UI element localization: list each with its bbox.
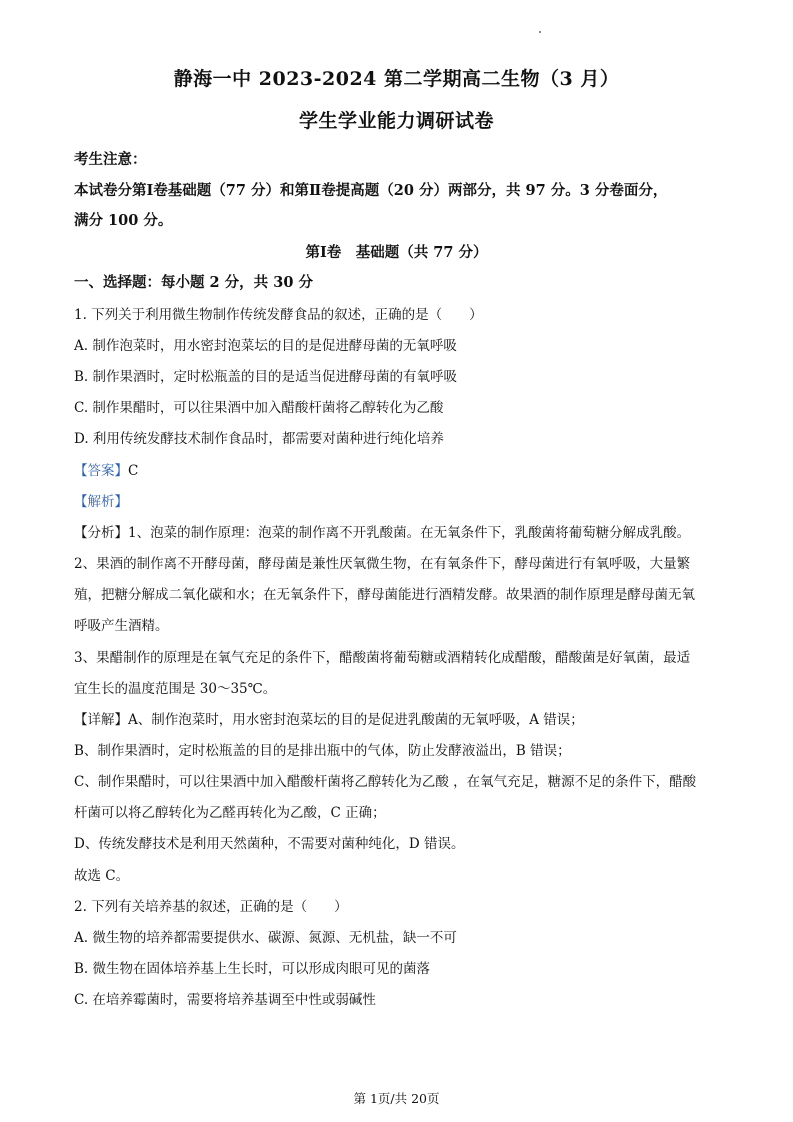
- q1-option-b: B. 制作果酒时，定时松瓶盖的目的是适当促进酵母菌的有氧呼吸: [74, 369, 458, 385]
- part-heading: 一、选择题：每小题 2 分，共 30 分: [74, 274, 313, 291]
- analysis-tag: 【解析】: [74, 494, 128, 510]
- detail-c-line-2: 杆菌可以将乙醇转化为乙醛再转化为乙酸，C 正确；: [74, 805, 386, 821]
- page-footer: 第 1页/共 20页: [353, 1091, 440, 1106]
- detail-c-line-1: C、制作果醋时，可以往果酒中加入醋酸杆菌将乙醇转化为乙酸 ，在氧气充足，糖源不足的条件下，醋酸: [74, 774, 697, 790]
- q1-option-a: A. 制作泡菜时，用水密封泡菜坛的目的是促进酵母菌的无氧呼吸: [74, 338, 457, 354]
- analysis-p2-line-3: 呼吸产生酒精。: [74, 618, 169, 634]
- analysis-p3-line-2: 宜生长的温度范围是 30～35℃。: [74, 681, 277, 697]
- q2-option-b: B. 微生物在固体培养基上生长时，可以形成肉眼可见的菌落: [74, 961, 431, 977]
- q1-answer: [74, 461, 138, 481]
- answer-tag: 【答案】: [74, 463, 128, 479]
- detail-a: [74, 710, 584, 730]
- q1-stem: 1. 下列关于利用微生物制作传统发酵食品的叙述，正确的是（ ）: [74, 307, 483, 323]
- notice-line-2: 满分 100 分。: [74, 212, 173, 229]
- q2-option-a: A. 微生物的培养都需要提供水、碳源、氮源、无机盐，缺一不可: [74, 930, 457, 946]
- detail-label: 【详解】: [74, 712, 128, 728]
- notice-heading: 考生注意：: [74, 151, 147, 168]
- page-subtitle: 学生学业能力调研试卷: [298, 110, 494, 132]
- detail-d: D、传统发酵技术是利用天然菌种，不需要对菌种纯化，D 错误。: [74, 836, 465, 852]
- analysis-p3-line-1: 3、果醋制作的原理是在氧气充足的条件下，醋酸菌将葡萄糖或酒精转化成醋酸，醋酸菌是好氧菌，最适: [74, 650, 691, 666]
- section-title: 第Ⅰ卷 基础题（共 77 分）: [305, 244, 488, 261]
- analysis-label: 【分析】: [74, 525, 128, 541]
- scan-dot: [539, 31, 541, 33]
- answer-value: C: [128, 463, 139, 479]
- analysis-p2-line-2: 殖，把糖分解成二氧化碳和水；在无氧条件下，酵母菌能进行酒精发酵。故果酒的制作原理是酵母菌无氧: [74, 587, 695, 603]
- q1-option-c: C. 制作果醋时，可以往果酒中加入醋酸杆菌将乙醇转化为乙酸: [74, 400, 444, 416]
- q2-stem: 2. 下列有关培养基的叙述，正确的是（ ）: [74, 899, 348, 915]
- detail-a-text: A、制作泡菜时，用水密封泡菜坛的目的是促进乳酸菌的无氧呼吸，A 错误；: [128, 712, 584, 728]
- q1-option-d: D. 利用传统发酵技术制作食品时，都需要对菌种进行纯化培养: [74, 431, 444, 447]
- conclusion: 故选 C。: [74, 868, 130, 884]
- analysis-p1-text: 1、泡菜的制作原理：泡菜的制作离不开乳酸菌。在无氧条件下，乳酸菌将葡萄糖分解成乳酸。: [128, 525, 691, 541]
- q2-option-c: C. 在培养霉菌时，需要将培养基调至中性或弱碱性: [74, 992, 376, 1008]
- detail-b: B、制作果酒时，定时松瓶盖的目的是排出瓶中的气体，防止发酵液溢出，B 错误；: [74, 743, 571, 759]
- notice-line-1: 本试卷分第Ⅰ卷基础题（77 分）和第Ⅱ卷提高题（20 分）两部分，共 97 分。3 分卷面分，: [74, 182, 668, 199]
- analysis-p1: [74, 523, 690, 543]
- page-title: 静海一中 2023-2024 第二学期高二生物（3 月）: [173, 68, 620, 90]
- analysis-p2-line-1: 2、果酒的制作离不开酵母菌，酵母菌是兼性厌氧微生物，在有氧条件下，酵母菌进行有氧呼吸，大量繁: [74, 556, 691, 572]
